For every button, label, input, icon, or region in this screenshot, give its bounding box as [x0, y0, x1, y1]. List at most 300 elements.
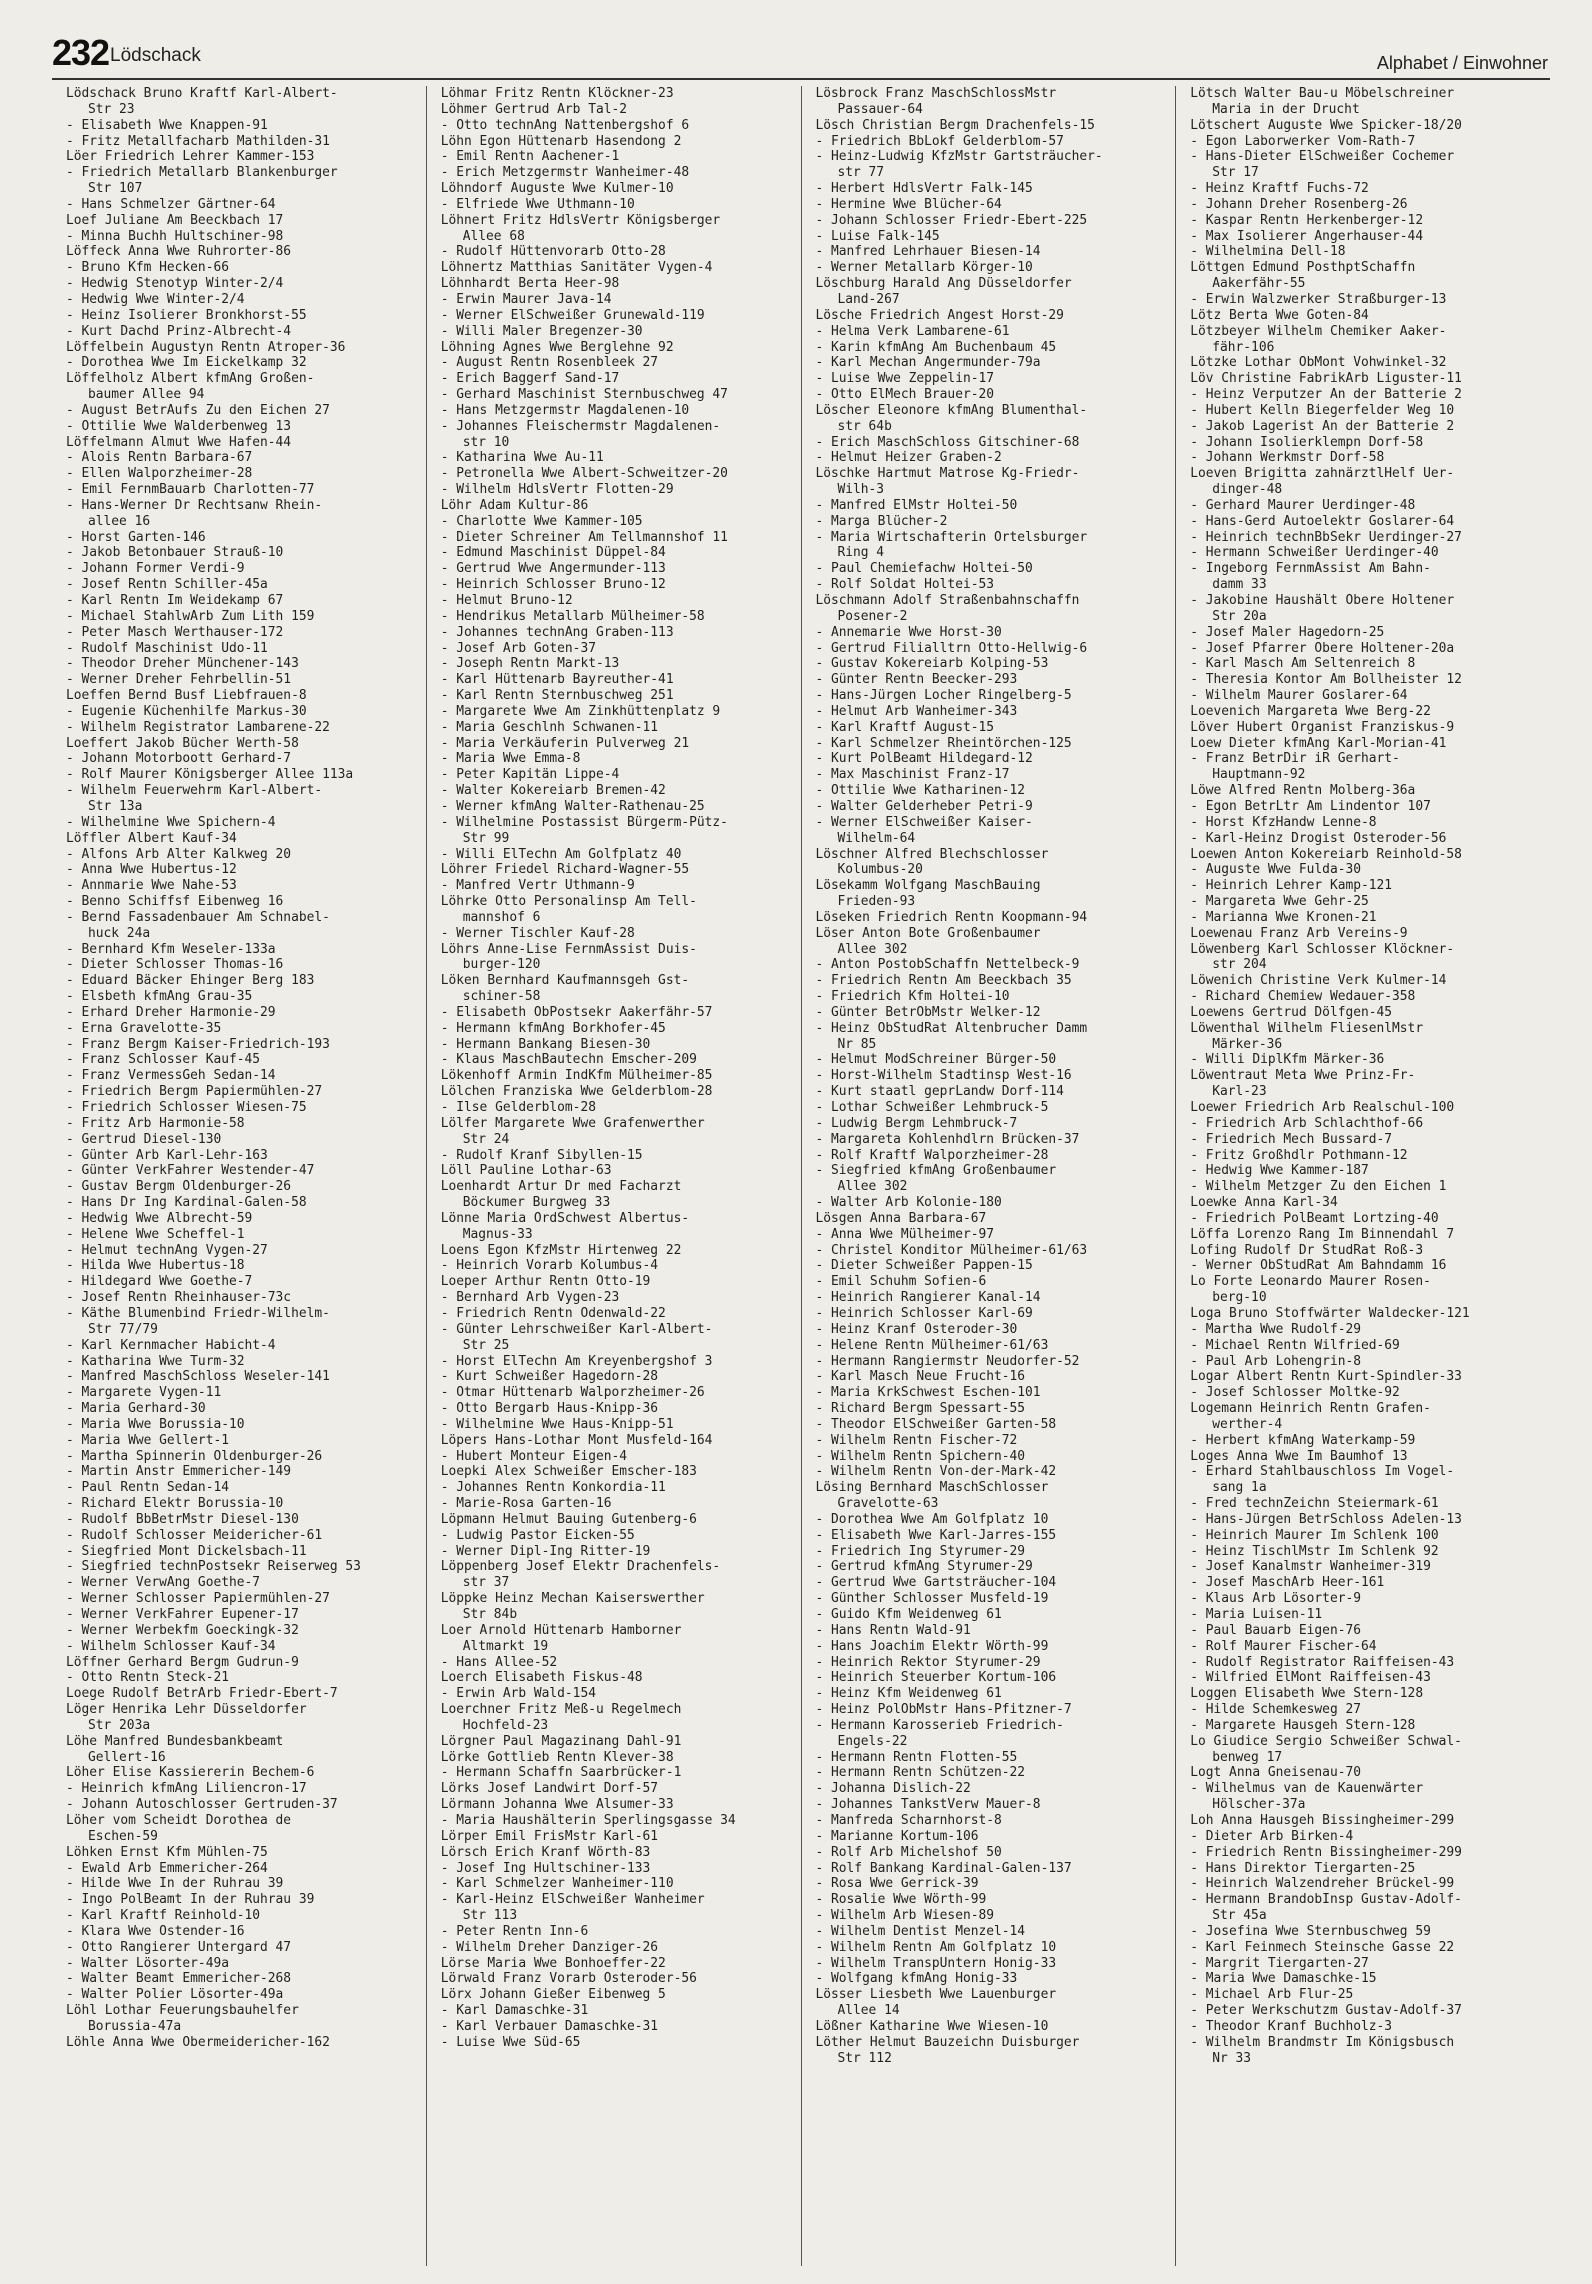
entry-line: mannshof 6 — [462, 909, 541, 925]
entry-line: - Rolf Soldat Holtei-53 — [815, 577, 994, 593]
entry-line: - Johanna Dislich-22 — [815, 1781, 971, 1797]
entry-line: - Helmut ModSchreiner Bürger-50 — [815, 1052, 1057, 1068]
entry-line: - Franz VermessGeh Sedan-14 — [66, 1068, 276, 1084]
entry-line: - Hilde Schemkesweg 27 — [1190, 1702, 1361, 1718]
entry-line: - Hans Joachim Elektr Wörth-99 — [815, 1638, 1049, 1654]
entry-line: - Hermann Rentn Schützen-22 — [815, 1765, 1026, 1781]
entry-line: Passauer-64 — [837, 101, 923, 117]
entry-line: Loeper Arthur Rentn Otto-19 — [440, 1274, 651, 1290]
entry-line: - Werner ElSchweißer Grunewald-119 — [440, 307, 705, 323]
entry-line: Böckumer Burgweg 33 — [462, 1195, 611, 1211]
entry-line: Loew Dieter kfmAng Karl-Morian-41 — [1190, 735, 1447, 751]
entry-line: Löhnertz Matthias Sanitäter Vygen-4 — [440, 260, 713, 276]
entry-line: - Dieter Arb Birken-4 — [1190, 1828, 1354, 1844]
entry-line: - Hans Direktor Tiergarten-25 — [1190, 1860, 1416, 1876]
entry-line: - Werner Schlosser Papiermühlen-27 — [66, 1591, 330, 1607]
entry-line: - Hildegard Wwe Goethe-7 — [66, 1274, 253, 1290]
entry-line: Löken Bernhard Kaufmannsgeh Gst- — [440, 973, 690, 989]
entry-line: - Paul Chemiefachw Holtei-50 — [815, 561, 1033, 577]
entry-line: Str 77/79 — [88, 1321, 158, 1337]
entry-line: - Theresia Kontor Am Bollheister 12 — [1190, 672, 1462, 688]
entry-line: - Elisabeth Wwe Karl-Jarres-155 — [815, 1527, 1057, 1543]
entry-line: - Josef Ing Hultschiner-133 — [440, 1860, 651, 1876]
entry-line: Lo Forte Leonardo Maurer Rosen- — [1190, 1274, 1431, 1290]
entry-line: - Heinrich technBbSekr Uerdinger-27 — [1190, 529, 1462, 545]
entry-line: Loerchner Fritz Meß-u Regelmech — [440, 1702, 682, 1718]
entry-line: - Emil FernmBauarb Charlotten-77 — [66, 482, 315, 498]
entry-line: - Wilfried ElMont Raiffeisen-43 — [1190, 1670, 1431, 1686]
entry-line: - Johann Dreher Rosenberg-26 — [1190, 196, 1408, 212]
entry-line: schiner-58 — [462, 989, 541, 1005]
entry-line: - Anton PostobSchaffn Nettelbeck-9 — [815, 957, 1080, 973]
entry-line: - Josef Rentn Schiller-45a — [66, 577, 268, 593]
entry-line: Löhmar Fritz Rentn Klöckner-23 — [440, 86, 674, 101]
entry-line: - Dieter Schreiner Am Tellmannshof 11 — [440, 529, 728, 545]
entry-line: - Paul Rentn Sedan-14 — [66, 1480, 229, 1496]
entry-line: - Hubert Kelln Biegerfelder Weg 10 — [1190, 402, 1455, 418]
entry-line: - Wilhelm Metzger Zu den Eichen 1 — [1190, 1179, 1447, 1195]
entry-line: - Karl Schmelzer Wanheimer-110 — [440, 1876, 674, 1892]
column-4 — [1175, 86, 1550, 2266]
entry-line: - Richard Elektr Borussia-10 — [66, 1496, 284, 1512]
entry-line: - Werner Dreher Fehrbellin-51 — [66, 672, 292, 688]
entry-line: Str 113 — [462, 1908, 518, 1924]
entry-line: Loewenau Franz Arb Vereins-9 — [1190, 925, 1408, 941]
entry-line: - Franz Schlosser Kauf-45 — [66, 1052, 261, 1068]
entry-line: - Hermann Rentn Flotten-55 — [815, 1749, 1018, 1765]
entry-line: Karl-23 — [1212, 1084, 1267, 1100]
entry-line: - Maria Wwe Damaschke-15 — [1190, 1971, 1377, 1987]
entry-line: - Theodor ElSchweißer Garten-58 — [815, 1416, 1057, 1432]
entry-line: - Emil Rentn Aachener-1 — [440, 149, 620, 165]
entry-line: - Karl Kraftf August-15 — [815, 719, 994, 735]
entry-line: Loer Arnold Hüttenarb Hamborner — [440, 1622, 682, 1638]
entry-line: - Helene Rentn Mülheimer-61/63 — [815, 1337, 1049, 1353]
entry-line: Löhrer Friedel Richard-Wagner-55 — [440, 862, 690, 878]
entry-line: - Herbert kfmAng Waterkamp-59 — [1190, 1432, 1416, 1448]
entry-line: - Kurt Dachd Prinz-Albrecht-4 — [66, 323, 292, 339]
entry-line: - Friedrich Rentn Bissingheimer-299 — [1190, 1844, 1462, 1860]
entry-line: Löver Hubert Organist Franziskus-9 — [1190, 719, 1455, 735]
entry-line: - Jakob Betonbauer Strauß-10 — [66, 545, 284, 561]
entry-line: - Theodor Kranf Buchholz-3 — [1190, 2018, 1393, 2034]
entry-line: - Günter Lehrschweißer Karl-Albert- — [440, 1321, 713, 1337]
entry-line: - Maria Luisen-11 — [1190, 1607, 1323, 1622]
entry-line: - Ludwig Pastor Eicken-55 — [440, 1527, 635, 1543]
entry-line: - Hermann BrandobInsp Gustav-Adolf- — [1190, 1892, 1462, 1908]
entry-line: - Friedrich Ing Styrumer-29 — [815, 1543, 1026, 1559]
entry-line: - Kurt Schweißer Hagedorn-28 — [440, 1369, 659, 1385]
entry-line: Kolumbus-20 — [837, 862, 923, 878]
entry-line: Löffeck Anna Wwe Ruhrorter-86 — [66, 244, 292, 260]
entry-line: - Elisabeth ObPostsekr Aakerfähr-57 — [440, 1004, 713, 1020]
entry-line: - Heinrich Rangierer Kanal-14 — [815, 1290, 1041, 1306]
entry-line: - Werner ElSchweißer Kaiser- — [815, 814, 1033, 830]
entry-line: - August Rentn Rosenbleek 27 — [440, 355, 659, 371]
entry-line: werther-4 — [1212, 1416, 1283, 1432]
entry-line: - Richard Chemiew Wedauer-358 — [1190, 989, 1416, 1005]
entry-line: - Johann Autoschlosser Gertruden-37 — [66, 1797, 338, 1813]
entry-line: - Peter Masch Werthauser-172 — [66, 624, 284, 640]
entry-line: - Karl Kraftf Reinhold-10 — [66, 1908, 261, 1924]
entry-line: - Hilde Wwe In der Ruhrau 39 — [66, 1876, 284, 1892]
entry-line: - Horst KfzHandw Lenne-8 — [1190, 814, 1377, 830]
entry-line: - Klaus MaschBautechn Emscher-209 — [440, 1052, 697, 1068]
entry-line: - Jakob Lagerist An der Batterie 2 — [1190, 418, 1455, 434]
entry-line: - Ottilie Wwe Walderbenweg 13 — [66, 418, 292, 434]
entry-line: - Werner VerkFahrer Eupener-17 — [66, 1607, 299, 1622]
entry-line: Str 84b — [462, 1607, 518, 1622]
entry-line: Löwentraut Meta Wwe Prinz-Fr- — [1190, 1068, 1416, 1084]
entry-line: - Peter Kapitän Lippe-4 — [440, 767, 620, 783]
entry-line: Lösser Liesbeth Wwe Lauenburger — [815, 1987, 1057, 2003]
entry-line: - Kurt staatl geprLandw Dorf-114 — [815, 1084, 1064, 1100]
entry-line: Löhrs Anne-Lise FernmAssist Duis- — [440, 941, 697, 957]
entry-line: - Erich Metzgermstr Wanheimer-48 — [440, 165, 690, 181]
entry-line: Löffelholz Albert kfmAng Großen- — [66, 371, 315, 387]
entry-line: - Dieter Schlosser Thomas-16 — [66, 957, 284, 973]
entry-line: - Gustav Kokereiarb Kolping-53 — [815, 656, 1049, 672]
entry-line: - Hans Dr Ing Kardinal-Galen-58 — [66, 1195, 307, 1211]
entry-line: - Hilda Wwe Hubertus-18 — [66, 1258, 245, 1274]
entry-line: Löpers Hans-Lothar Mont Musfeld-164 — [440, 1432, 713, 1448]
entry-line: - Elfriede Wwe Uthmann-10 — [440, 196, 635, 212]
entry-line: - Hedwig Wwe Kammer-187 — [1190, 1163, 1369, 1179]
entry-line: - Annmarie Wwe Nahe-53 — [66, 878, 237, 894]
entry-line: - Hermann Bankang Biesen-30 — [440, 1036, 651, 1052]
entry-line: Loege Rudolf BetrArb Friedr-Ebert-7 — [66, 1686, 338, 1702]
entry-line: Löffler Albert Kauf-34 — [66, 830, 237, 846]
running-head: Lödschack — [110, 45, 201, 66]
entry-line: - Maria KrkSchwest Eschen-101 — [815, 1385, 1041, 1401]
entry-line: - Fritz Arb Harmonie-58 — [66, 1115, 245, 1131]
entry-line: - Kurt PolBeamt Hildegard-12 — [815, 751, 1033, 767]
entry-line: - Anna Wwe Hubertus-12 — [66, 862, 237, 878]
entry-line: Str 25 — [462, 1337, 510, 1353]
entry-line: - Karl Rentn Im Weidekamp 67 — [66, 593, 284, 608]
entry-line: - Hans Rentn Wald-91 — [815, 1622, 971, 1638]
entry-line: - Karl Rentn Sternbuschweg 251 — [440, 688, 674, 704]
entry-line: Lönne Maria OrdSchwest Albertus- — [440, 1210, 690, 1226]
entry-line: Nr 33 — [1212, 2050, 1252, 2066]
entry-line: - Martin Anstr Emmericher-149 — [66, 1464, 292, 1480]
entry-line: - Karl Masch Neue Frucht-16 — [815, 1369, 1026, 1385]
entry-line: - Hermann kfmAng Borkhofer-45 — [440, 1020, 666, 1036]
entry-line: - Erwin Arb Wald-154 — [440, 1686, 596, 1702]
entry-line: baumer Allee 94 — [88, 387, 205, 403]
entry-line: - Franz Bergm Kaiser-Friedrich-193 — [66, 1036, 330, 1052]
page-number: 232 — [52, 32, 110, 73]
entry-line: - Friedrich Rentn Odenwald-22 — [440, 1305, 666, 1321]
entry-line: - Wilhelmus van de Kauenwärter — [1190, 1781, 1424, 1797]
entry-line: - Christel Konditor Mülheimer-61/63 — [815, 1242, 1088, 1258]
entry-line: - Eduard Bäcker Ehinger Berg 183 — [66, 973, 315, 989]
entry-line: - Erich Baggerf Sand-17 — [440, 371, 620, 387]
entry-line: - Rosalie Wwe Wörth-99 — [815, 1892, 987, 1908]
entry-line: - Maria Wwe Borussia-10 — [66, 1416, 245, 1432]
entry-line: Loggen Elisabeth Wwe Stern-128 — [1190, 1686, 1424, 1702]
entry-line: - Werner Werbekfm Goeckingk-32 — [66, 1622, 299, 1638]
entry-line: - Karl Damaschke-31 — [440, 2003, 589, 2019]
entry-line: - Emil Schuhm Sofien-6 — [815, 1274, 987, 1290]
entry-line: - Peter Werkschutzm Gustav-Adolf-37 — [1190, 2003, 1462, 2019]
entry-line: - Margarete Hausgeh Stern-128 — [1190, 1717, 1416, 1733]
column-3 — [801, 86, 1176, 2266]
entry-line: - Walter Gelderheber Petri-9 — [815, 798, 1033, 814]
entry-line: - Michael Arb Flur-25 — [1190, 1987, 1354, 2003]
entry-line: - Rolf Maurer Fischer-64 — [1190, 1638, 1377, 1654]
entry-line: - Wilhelm Arb Wiesen-89 — [815, 1908, 994, 1924]
entry-line: - Heinrich Maurer Im Schlenk 100 — [1190, 1527, 1439, 1543]
entry-line: - Ludwig Bergm Lehmbruck-7 — [815, 1115, 1018, 1131]
entry-line: - Joseph Rentn Markt-13 — [440, 656, 620, 672]
entry-line: - Manfreda Scharnhorst-8 — [815, 1812, 1002, 1828]
entry-line: - Heinz ObStudRat Altenbrucher Damm — [815, 1020, 1088, 1036]
entry-line: - Wilhelmine Postassist Bürgerm-Pütz- — [440, 814, 728, 830]
entry-line: - Maria Haushälterin Sperlingsgasse 34 — [440, 1812, 736, 1828]
entry-line: benweg 17 — [1212, 1749, 1283, 1765]
entry-line: Loewer Friedrich Arb Realschul-100 — [1190, 1100, 1455, 1115]
entry-line: - Siegfried kfmAng Großenbaumer — [815, 1163, 1057, 1179]
entry-line: - Horst ElTechn Am Kreyenbergshof 3 — [440, 1353, 713, 1369]
entry-line: - Günter Arb Karl-Lehr-163 — [66, 1147, 268, 1163]
entry-line: - Petronella Wwe Albert-Schweitzer-20 — [440, 466, 728, 482]
entry-line: Str 45a — [1212, 1908, 1267, 1924]
entry-line: - Luise Wwe Süd-65 — [440, 2034, 581, 2050]
entry-line: - Werner Metallarb Körger-10 — [815, 260, 1033, 276]
entry-line: Lösgen Anna Barbara-67 — [815, 1210, 987, 1226]
entry-line: Str 20a — [1212, 608, 1267, 624]
entry-line: Loeffert Jakob Bücher Werth-58 — [66, 735, 299, 751]
entry-line: - Marianne Kortum-106 — [815, 1828, 979, 1844]
entry-line: - Josefina Wwe Sternbuschweg 59 — [1190, 1923, 1431, 1939]
entry-line: - Eugenie Küchenhilfe Markus-30 — [66, 703, 307, 719]
entry-line: Lötsch Walter Bau-u Möbelschreiner — [1190, 86, 1455, 101]
entry-line: Gravelotte-63 — [837, 1496, 939, 1512]
entry-line: Allee 302 — [837, 941, 908, 957]
entry-line: - Max Isolierer Angerhauser-44 — [1190, 228, 1424, 244]
entry-line: Loga Bruno Stoffwärter Waldecker-121 — [1190, 1305, 1470, 1321]
entry-line: Wilhelm-64 — [837, 830, 916, 846]
entry-line: - Rolf Kraftf Walporzheimer-28 — [815, 1147, 1049, 1163]
entry-line: - Wilhelm Feuerwehrm Karl-Albert- — [66, 783, 323, 799]
entry-line: - Rolf Arb Michelshof 50 — [815, 1844, 1002, 1860]
entry-line: Lörke Gottlieb Rentn Klever-38 — [440, 1749, 674, 1765]
entry-line: - Rudolf Schlosser Meidericher-61 — [66, 1527, 323, 1543]
entry-line: Löwenthal Wilhelm FliesenlMstr — [1190, 1020, 1424, 1036]
entry-line: - Anna Wwe Mülheimer-97 — [815, 1226, 994, 1242]
entry-line: - Otto ElMech Brauer-20 — [815, 387, 994, 403]
entry-line: - Willi ElTechn Am Golfplatz 40 — [440, 846, 682, 862]
entry-line: Loens Egon KfzMstr Hirtenweg 22 — [440, 1242, 682, 1258]
entry-line: - Hans Allee-52 — [440, 1654, 558, 1670]
entry-line: - Max Maschinist Franz-17 — [815, 767, 1010, 783]
entry-line: - Martha Spinnerin Oldenburger-26 — [66, 1448, 323, 1464]
entry-line: Eschen-59 — [88, 1828, 158, 1844]
entry-line: Str 99 — [462, 830, 510, 846]
entry-line: Lösch Christian Bergm Drachenfels-15 — [815, 117, 1095, 133]
entry-line: Lörmann Johanna Wwe Alsumer-33 — [440, 1797, 674, 1813]
entry-line: Löhmer Gertrud Arb Tal-2 — [440, 101, 628, 117]
entry-line: - Johann Former Verdi-9 — [66, 561, 245, 577]
entry-line: - Johannes technAng Graben-113 — [440, 624, 674, 640]
entry-line: - Helmut Arb Wanheimer-343 — [815, 703, 1018, 719]
entry-line: Löhrke Otto Personalinsp Am Tell- — [440, 894, 697, 910]
entry-line: - Manfred ElMstr Holtei-50 — [815, 497, 1018, 513]
entry-line: - Karl Schmelzer Rheintörchen-125 — [815, 735, 1072, 751]
entry-line: - Manfred MaschSchloss Weseler-141 — [66, 1369, 330, 1385]
entry-line: - Otto Rentn Steck-21 — [66, 1670, 229, 1686]
entry-line: Loh Anna Hausgeh Bissingheimer-299 — [1190, 1812, 1455, 1828]
entry-line: Logt Anna Gneisenau-70 — [1190, 1765, 1361, 1781]
entry-line: - Karl Masch Am Seltenreich 8 — [1190, 656, 1416, 672]
entry-line: - Hermann Schaffn Saarbrücker-1 — [440, 1765, 682, 1781]
entry-line: - Paul Arb Lohengrin-8 — [1190, 1353, 1361, 1369]
entry-line: - Walter Arb Kolonie-180 — [815, 1195, 1002, 1211]
entry-line: - Annemarie Wwe Horst-30 — [815, 624, 1002, 640]
entry-line: Allee 68 — [462, 228, 525, 244]
entry-line: - Maria Wwe Emma-8 — [440, 751, 581, 767]
entry-line: - Margareta Wwe Gehr-25 — [1190, 894, 1369, 910]
entry-line: - Margrit Tiergarten-27 — [1190, 1955, 1369, 1971]
entry-line: - Maria Wirtschafterin Ortelsburger — [815, 529, 1088, 545]
entry-line: - Manfred Vertr Uthmann-9 — [440, 878, 635, 894]
entry-line: - Rudolf Hüttenvorarb Otto-28 — [440, 244, 666, 260]
entry-line: - Josef MaschArb Heer-161 — [1190, 1575, 1385, 1591]
entry-line: - Friedrich Schlosser Wiesen-75 — [66, 1100, 307, 1115]
entry-line: Löhnert Fritz HdlsVertr Königsberger — [440, 212, 721, 228]
entry-line: - Martha Wwe Rudolf-29 — [1190, 1321, 1361, 1337]
entry-line: - Otto Rangierer Untergard 47 — [66, 1939, 292, 1955]
entry-line: - Klara Wwe Ostender-16 — [66, 1923, 245, 1939]
entry-line: Lörsch Erich Kranf Wörth-83 — [440, 1844, 651, 1860]
entry-line: - Rolf Bankang Kardinal-Galen-137 — [815, 1860, 1072, 1876]
entry-line: - Gertrud Diesel-130 — [66, 1131, 222, 1147]
entry-line: - Erhard Stahlbauschloss Im Vogel- — [1190, 1464, 1455, 1480]
entry-line: - Wilhelm Maurer Goslarer-64 — [1190, 688, 1408, 704]
entry-line: Löser Anton Bote Großenbaumer — [815, 925, 1041, 941]
entry-line: Lötzbeyer Wilhelm Chemiker Aaker- — [1190, 323, 1447, 339]
entry-line: - Friedrich Bergm Papiermühlen-27 — [66, 1084, 323, 1100]
entry-line: - Richard Bergm Spessart-55 — [815, 1401, 1026, 1417]
entry-line: - Charlotte Wwe Kammer-105 — [440, 513, 643, 529]
entry-line: Frieden-93 — [837, 894, 916, 910]
entry-line: - Wilhelm Registrator Lambarene-22 — [66, 719, 330, 735]
entry-line: Lörse Maria Wwe Bonhoeffer-22 — [440, 1955, 666, 1971]
entry-line: - Bernhard Kfm Weseler-133a — [66, 941, 276, 957]
entry-line: - Horst Garten-146 — [66, 529, 206, 545]
entry-line: Allee 14 — [837, 2003, 900, 2019]
entry-line: - Karl Verbauer Damaschke-31 — [440, 2018, 659, 2034]
entry-line: - Dorothea Wwe Am Golfplatz 10 — [815, 1511, 1049, 1527]
entry-line: - Josef Schlosser Moltke-92 — [1190, 1385, 1400, 1401]
entry-line: - Jakobine Haushält Obere Holtener — [1190, 593, 1455, 608]
entry-line: - Hubert Monteur Eigen-4 — [440, 1448, 628, 1464]
entry-line: - Katharina Wwe Turm-32 — [66, 1353, 245, 1369]
entry-line: Löschke Hartmut Matrose Kg-Friedr- — [815, 466, 1080, 482]
entry-line: - Fritz Großhdlr Pothmann-12 — [1190, 1147, 1408, 1163]
entry-line: - Friedrich BbLokf Gelderblom-57 — [815, 133, 1064, 149]
entry-line: Lörper Emil FrisMstr Karl-61 — [440, 1828, 659, 1844]
entry-line: - Gertrud kfmAng Styrumer-29 — [815, 1559, 1033, 1575]
entry-line: - Siegfried Mont Dickelsbach-11 — [66, 1543, 307, 1559]
entry-line: - Erhard Dreher Harmonie-29 — [66, 1004, 276, 1020]
entry-line: - Helene Wwe Scheffel-1 — [66, 1226, 245, 1242]
entry-line: - Helmut Heizer Graben-2 — [815, 450, 1002, 466]
entry-line: - Heinrich Rektor Styrumer-29 — [815, 1654, 1041, 1670]
entry-line: Löscher Eleonore kfmAng Blumenthal- — [815, 402, 1088, 418]
entry-line: - Günther Schlosser Musfeld-19 — [815, 1591, 1049, 1607]
entry-line: Nr 85 — [837, 1036, 877, 1052]
entry-line: - Michael Rentn Wilfried-69 — [1190, 1337, 1400, 1353]
entry-line: Lösche Friedrich Angest Horst-29 — [815, 307, 1064, 323]
entry-line: - Hans-Werner Dr Rechtsanw Rhein- — [66, 497, 323, 513]
entry-line: - Wilhelm Rentn Von-der-Mark-42 — [815, 1464, 1057, 1480]
entry-line: Löther Helmut Bauzeichn Duisburger — [815, 2034, 1080, 2050]
entry-line: Land-267 — [837, 291, 900, 307]
entry-line: Str 24 — [462, 1131, 510, 1147]
entry-line: - Willi Maler Bregenzer-30 — [440, 323, 643, 339]
entry-line: - Lothar Schweißer Lehmbruck-5 — [815, 1100, 1049, 1115]
entry-line: - Elsbeth kfmAng Grau-35 — [66, 989, 253, 1005]
entry-line: - Wilhelm Dreher Danziger-26 — [440, 1939, 659, 1955]
entry-line: - Franz BetrDir iR Gerhart- — [1190, 751, 1400, 767]
entry-line: - Erich MaschSchloss Gitschiner-68 — [815, 434, 1080, 450]
entry-line: - Katharina Wwe Au-11 — [440, 450, 604, 466]
entry-line: Lo Giudice Sergio Schweißer Schwal- — [1190, 1733, 1462, 1749]
entry-line: Löer Friedrich Lehrer Kammer-153 — [66, 149, 315, 165]
entry-line: - Hermine Wwe Blücher-64 — [815, 196, 1002, 212]
entry-line: - Maria Wwe Gellert-1 — [66, 1432, 229, 1448]
entry-line: - Rudolf Registrator Raiffeisen-43 — [1190, 1654, 1455, 1670]
entry-line: Str 23 — [88, 101, 135, 117]
entry-line: Löttgen Edmund PosthptSchaffn — [1190, 260, 1416, 276]
column-1 — [52, 86, 426, 2266]
entry-line: - Josef Rentn Rheinhauser-73c — [66, 1290, 292, 1306]
entry-line: - August BetrAufs Zu den Eichen 27 — [66, 402, 330, 418]
entry-line: Lörx Johann Gießer Eibenweg 5 — [440, 1987, 666, 2003]
entry-line: Logemann Heinrich Rentn Grafen- — [1190, 1401, 1431, 1417]
entry-line: berg-10 — [1212, 1290, 1267, 1306]
entry-line: - Bruno Kfm Hecken-66 — [66, 260, 229, 276]
entry-line: - Minna Buchh Hultschiner-98 — [66, 228, 284, 244]
entry-line: - Heinz Verputzer An der Batterie 2 — [1190, 387, 1462, 403]
entry-line: Löger Henrika Lehr Düsseldorfer — [66, 1702, 307, 1718]
entry-line: - Willi DiplKfm Märker-36 — [1190, 1052, 1385, 1068]
entry-line: - Gerhard Maschinist Sternbuschweg 47 — [440, 387, 728, 403]
entry-line: - Manfred Lehrhauer Biesen-14 — [815, 244, 1041, 260]
column-2 — [426, 86, 801, 2266]
entry-line: Lötzke Lothar ObMont Vohwinkel-32 — [1190, 355, 1447, 371]
entry-line: allee 16 — [88, 513, 151, 529]
entry-line: - Wilhelmina Dell-18 — [1190, 244, 1346, 260]
entry-line: - Wilhelm Brandmstr Im Königsbusch — [1190, 2034, 1455, 2050]
entry-line: - Luise Wwe Zeppelin-17 — [815, 371, 994, 387]
entry-line: Loef Juliane Am Beeckbach 17 — [66, 212, 284, 228]
entry-line: Löffa Lorenzo Rang Im Binnendahl 7 — [1190, 1226, 1455, 1242]
directory-columns — [52, 86, 1550, 2266]
entry-line: - Karl-Heinz Drogist Osteroder-56 — [1190, 830, 1447, 846]
entry-line: - Hedwig Wwe Winter-2/4 — [66, 291, 245, 307]
entry-line: - Hans Schmelzer Gärtner-64 — [66, 196, 276, 212]
entry-line: Löffelmann Almut Wwe Hafen-44 — [66, 434, 292, 450]
entry-line: Lölfer Margarete Wwe Grafenwerther — [440, 1115, 705, 1131]
entry-line: Löschmann Adolf Straßenbahnschaffn — [815, 593, 1080, 608]
entry-line: Löhe Manfred Bundesbankbeamt — [66, 1733, 284, 1749]
entry-line: Löffner Gerhard Bergm Gudrun-9 — [66, 1654, 299, 1670]
entry-line: Löv Christine FabrikArb Liguster-11 — [1190, 371, 1462, 387]
entry-line: - Wilhelm HdlsVertr Flotten-29 — [440, 482, 674, 498]
